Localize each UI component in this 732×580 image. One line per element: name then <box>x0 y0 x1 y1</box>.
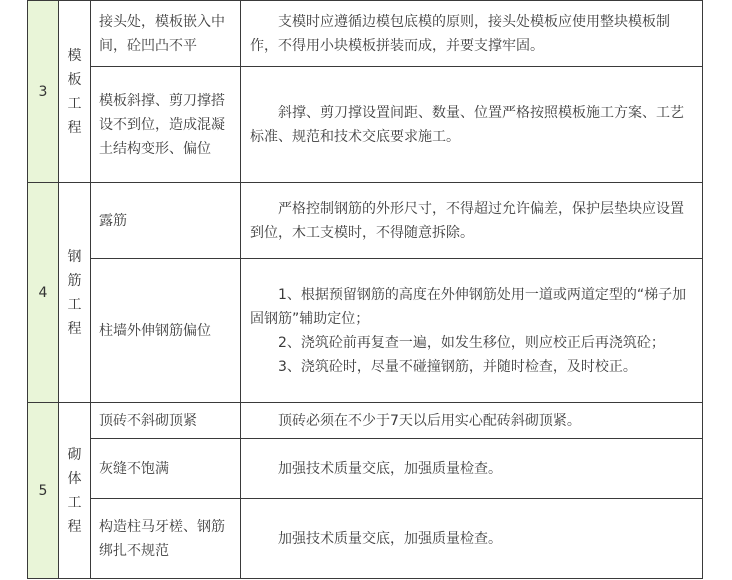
measure-cell <box>241 67 703 183</box>
issue-cell: 构造柱马牙槎、钢筋绑扎不规范 <box>91 499 241 579</box>
table-row <box>28 1 703 67</box>
category-label: 模 板 工 程 <box>67 47 82 136</box>
measure-cell <box>241 403 703 439</box>
row-number: 3 <box>28 1 59 183</box>
category-cell <box>59 1 91 183</box>
measure-cell <box>241 259 703 403</box>
measure-cell <box>241 499 703 579</box>
issue-cell: 接头处，模板嵌入中间，砼凹凸不平 <box>91 1 241 67</box>
measure-text: 顶砖必须在不少于7天以后用实心配砖斜砌顶紧。 <box>278 412 581 429</box>
issue-cell: 柱墙外伸钢筋偏位 <box>91 259 241 403</box>
measure-text: 支模时应遵循边模包底模的原则，接头处模板应使用整块模板制作，不得用小块模板拼装而成，并要支撑牢固。 <box>250 13 670 54</box>
category-cell <box>59 403 91 579</box>
row-number: 4 <box>28 183 59 403</box>
category-label: 砌 体 工 程 <box>67 446 82 535</box>
measure-text: 1、根据预留钢筋的高度在外伸钢筋处用一道或两道定型的“梯子加固钢筋”辅助定位； <box>250 286 687 327</box>
measure-text: 加强技术质量交底，加强质量检查。 <box>278 530 502 547</box>
measure-text: 斜撑、剪刀撑设置间距、数量、位置严格按照模板施工方案、工艺标准、规范和技术交底要求施工。 <box>250 104 684 145</box>
measure-cell <box>241 183 703 259</box>
issue-cell: 模板斜撑、剪刀撑搭设不到位，造成混凝土结构变形、偏位 <box>91 67 241 183</box>
measure-text: 严格控制钢筋的外形尺寸，不得超过允许偏差，保护层垫块应设置到位，木工支模时，不得随意拆除。 <box>250 200 684 241</box>
measure-cell <box>241 1 703 67</box>
quality-measures-table <box>27 0 703 579</box>
issue-cell: 顶砖不斜砌顶紧 <box>91 403 241 439</box>
table-row <box>28 259 703 403</box>
measure-text: 2、浇筑砼前再复查一遍，如发生移位，则应校正后再浇筑砼； <box>278 334 665 351</box>
row-number: 5 <box>28 403 59 579</box>
measure-text: 加强技术质量交底，加强质量检查。 <box>278 460 502 477</box>
category-label: 钢 筋 工 程 <box>67 248 82 337</box>
measure-text: 3、浇筑砼时，尽量不碰撞钢筋，并随时检查，及时校正。 <box>278 358 637 375</box>
table-row <box>28 183 703 259</box>
issue-cell: 灰缝不饱满 <box>91 439 241 499</box>
category-cell <box>59 183 91 403</box>
measure-cell <box>241 439 703 499</box>
table-row <box>28 439 703 499</box>
table-row <box>28 499 703 579</box>
table-row <box>28 67 703 183</box>
table-row <box>28 403 703 439</box>
issue-cell: 露筋 <box>91 183 241 259</box>
